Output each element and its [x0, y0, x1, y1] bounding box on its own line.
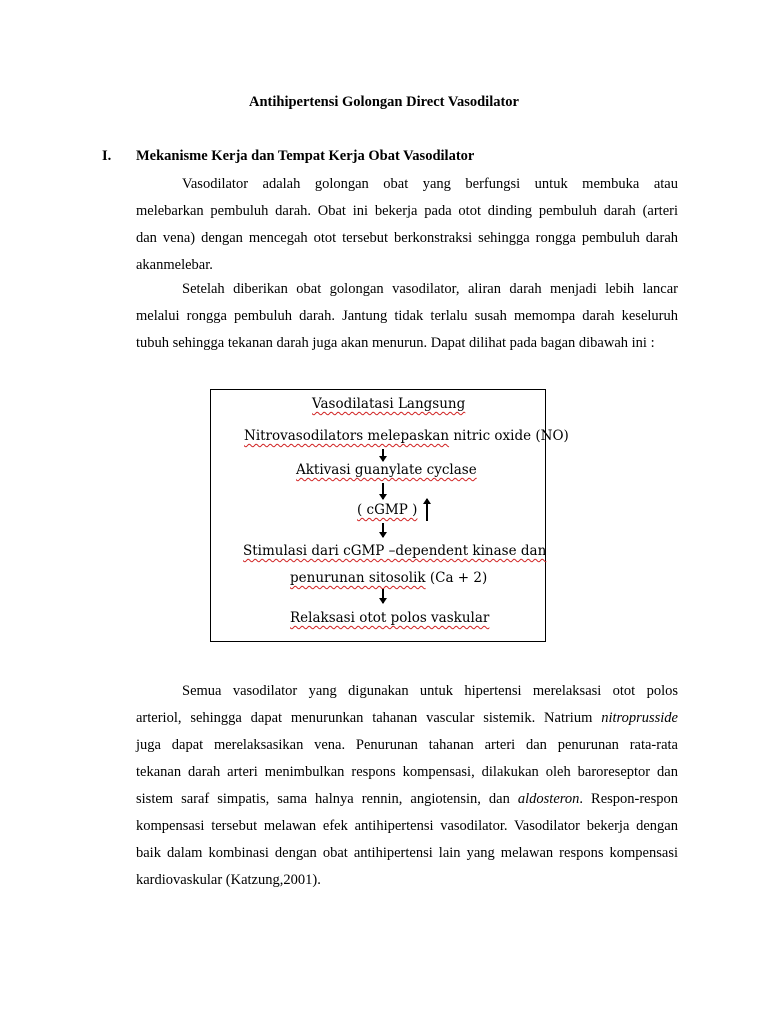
paragraph-line: baik dalam kombinasi dengan obat antihipertensi lain yang melawan respons kompensasi: [136, 845, 678, 861]
down-arrow-icon: [382, 449, 384, 461]
diagram-step-guanylate-activation: Aktivasi guanylate cyclase: [296, 462, 477, 478]
diagram-step-smooth-muscle-relaxation: Relaksasi otot polos vaskular: [290, 610, 490, 626]
down-arrow-icon: [382, 523, 384, 537]
vasodilation-flow-diagram: [210, 389, 569, 642]
paragraph-line: tubuh sehingga tekanan darah juga akan menurun. Dapat dilihat pada bagan dibawah ini :: [136, 335, 655, 351]
diagram-title: Vasodilatasi Langsung: [312, 396, 466, 412]
diagram-step-calcium-decrease-part1: penurunan sitosolik: [290, 570, 426, 586]
paragraph-line: melebarkan pembuluh darah. Obat ini bekerja pada otot dinding pembuluh darah (arteri: [136, 203, 678, 219]
paragraph-line: Vasodilator adalah golongan obat yang berfungsi untuk membuka atau: [182, 176, 678, 192]
down-arrow-icon: [382, 483, 384, 499]
paragraph-line: [136, 705, 678, 732]
down-arrow-icon: [382, 589, 384, 603]
paragraph-after-administration: [136, 276, 678, 357]
diagram-step-calcium-decrease-part2: (Ca + 2): [429, 570, 488, 586]
italic-term-aldosteron: aldosteron: [517, 791, 580, 807]
paragraph-line: melalui rongga pembuluh darah. Jantung tidak terlalu susah memompa darah keseluruh: [136, 308, 678, 324]
diagram-step-kinase-stimulation: Stimulasi dari cGMP –dependent kinase dan: [243, 543, 547, 559]
paragraph-line-text: . Respon-respon: [579, 791, 679, 807]
italic-term-nitroprusside: nitroprusside: [601, 710, 678, 726]
paragraph-line: akanmelebar.: [136, 257, 213, 273]
diagram-step-no-release: [244, 427, 569, 445]
paragraph-line: tekanan darah arteri menimbulkan respons kompensasi, dilakukan oleh baroreseptor dan: [136, 764, 678, 780]
paragraph-line: Setelah diberikan obat golongan vasodilator, aliran darah menjadi lebih lancar: [182, 281, 678, 297]
document-title: Antihipertensi Golongan Direct Vasodilator: [248, 94, 519, 110]
paragraph-compensatory-response: [136, 678, 678, 894]
paragraph-line: kompensasi tersebut melawan efek antihipertensi vasodilator. Vasodilator bekerja dengan: [136, 818, 678, 834]
diagram-step-no-release-part1: Nitrovasodilators melepaskan: [244, 428, 450, 444]
diagram-step-no-release-part2: nitric oxide (NO): [453, 428, 569, 444]
diagram-step-cgmp: ( cGMP ): [357, 502, 418, 518]
paragraph-line: kardiovaskular (Katzung,2001).: [136, 872, 321, 888]
paragraph-line-text: arteriol, sehingga dapat menurunkan tahanan vascular sistemik. Natrium: [136, 710, 593, 726]
section-number: I.: [102, 148, 112, 164]
paragraph-line: [136, 786, 678, 813]
diagram-step-calcium-decrease: [290, 569, 487, 587]
section-title: Mekanisme Kerja dan Tempat Kerja Obat Vasodilator: [136, 148, 475, 164]
paragraph-line-text: sistem saraf simpatis, sama halnya rennin, angiotensin, dan: [136, 791, 510, 807]
paragraph-line: juga dapat merelaksasikan vena. Penurunan tahanan arteri dan penurunan rata-rata: [136, 737, 678, 753]
paragraph-line: Semua vasodilator yang digunakan untuk hipertensi merelaksasi otot polos: [182, 683, 678, 699]
up-arrow-icon: [426, 499, 428, 521]
paragraph-vasodilator-definition: [136, 171, 678, 279]
paragraph-line: dan vena) dengan mencegah otot tersebut berkonstraksi sehingga rongga pembuluh darah: [136, 230, 678, 246]
